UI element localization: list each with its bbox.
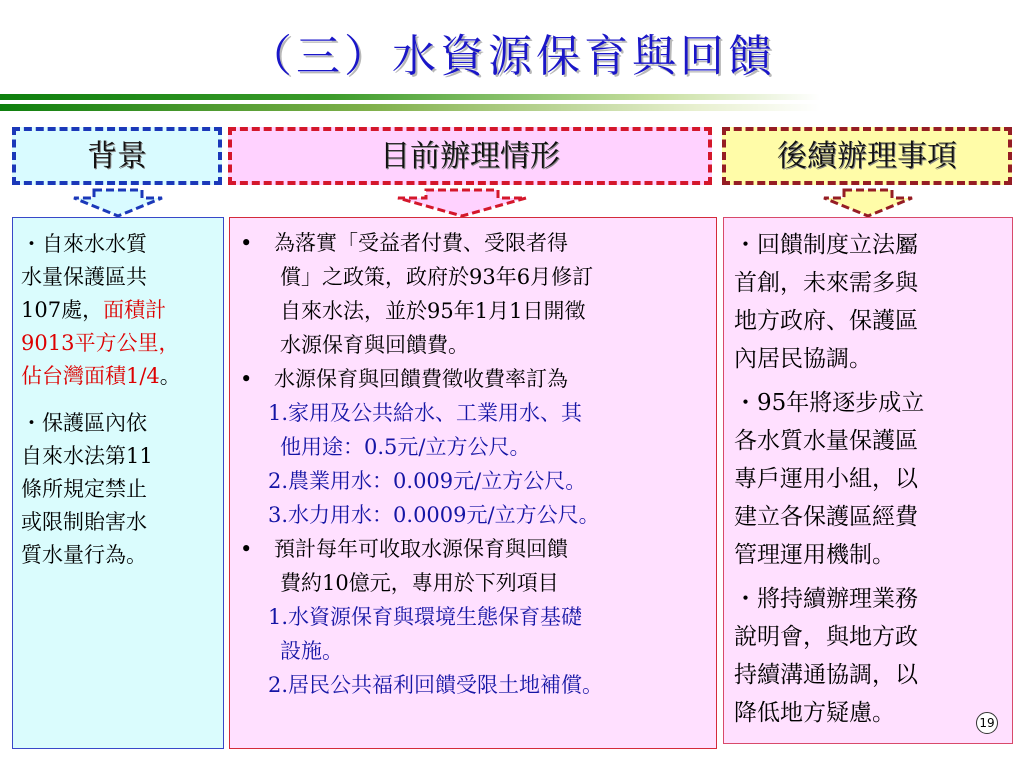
usage-item: 2.居民公共福利回饋受限土地補償。 (268, 673, 604, 697)
list-item (240, 532, 706, 566)
text-line: 建立各保護區經費 (734, 504, 918, 530)
bullet: • (240, 231, 253, 255)
rate-item-continued: 他用途：0.5元/立方公尺。 (280, 435, 531, 459)
text-line: ・保護區內依 (21, 411, 147, 435)
text-line: 償」之政策，政府於93年6月修訂 (280, 265, 594, 289)
text-span: 為落實「受益者付費、受限者得 (274, 231, 568, 255)
text-line: 持續溝通協調，以 (734, 662, 918, 688)
follow-up-panel (723, 217, 1013, 744)
text-line: ・95年將逐步成立 (734, 390, 925, 416)
text-line: 內居民協調。 (734, 346, 872, 372)
text-line: 費約10億元，專用於下列項目 (280, 571, 559, 595)
background-panel (12, 217, 224, 749)
text-line: 管理運用機制。 (734, 542, 895, 568)
title-underline-bar-1 (0, 94, 820, 100)
follow-up-item-1 (734, 226, 1002, 378)
rate-item: 3.水力用水：0.0009元/立方公尺。 (268, 503, 600, 527)
text-line: 條所規定禁止 (21, 477, 147, 501)
rate-item: 1.家用及公共給水、工業用水、其 (268, 401, 583, 425)
down-arrow-icon (822, 188, 914, 218)
rate-item: 2.農業用水：0.009元/立方公尺。 (268, 469, 587, 493)
list-item (240, 226, 706, 260)
title-underline-bar-2 (0, 104, 820, 111)
current-status-panel (229, 217, 717, 749)
text-span: 水源保育與回饋費徵收費率訂為 (274, 367, 568, 391)
text-line: 地方政府、保護區 (734, 308, 918, 334)
text-line: 專戶運用小組，以 (734, 466, 918, 492)
text-line (21, 294, 215, 327)
header-background: 背景 (12, 127, 222, 185)
text-line: 質水量行為。 (21, 543, 147, 567)
text-line: ・自來水水質 (21, 232, 147, 256)
text-line: 水量保護區共 (21, 265, 147, 289)
highlight-text: 佔台灣面積1/4 (21, 364, 160, 388)
text-line: 自來水法第11 (21, 444, 153, 468)
text-line: 首創，未來需多與 (734, 270, 918, 296)
page-number: 19 (976, 712, 998, 734)
follow-up-item-3 (734, 580, 1002, 732)
text-line: 各水質水量保護區 (734, 428, 918, 454)
text-line: 降低地方疑慮。 (734, 700, 895, 726)
down-arrow-icon (72, 188, 164, 218)
header-follow-up: 後續辦理事項 (722, 127, 1012, 185)
text-span: 。 (159, 364, 181, 388)
header-current-status: 目前辦理情形 (228, 127, 712, 185)
background-point-1 (21, 228, 215, 393)
text-line: 或限制貽害水 (21, 510, 147, 534)
text-span: 107處， (21, 298, 104, 322)
text-line: 說明會，與地方政 (734, 624, 918, 650)
bullet: • (240, 367, 253, 391)
follow-up-item-2 (734, 384, 1002, 574)
bullet: • (240, 537, 253, 561)
text-line: 自來水法，並於95年1月1日開徵 (280, 299, 586, 323)
highlight-text: 面積計 (103, 298, 167, 322)
text-line: 水源保育與回饋費。 (280, 333, 469, 357)
text-line: ・回饋制度立法屬 (734, 232, 918, 258)
highlight-text: 9013平方公里， (21, 331, 180, 355)
list-item (240, 362, 706, 396)
slide-title: （三）水資源保育與回饋 (248, 31, 776, 82)
background-point-2 (21, 407, 215, 572)
usage-item: 1.水資源保育與環境生態保育基礎 (268, 605, 583, 629)
text-span: 預計每年可收取水源保育與回饋 (274, 537, 568, 561)
down-arrow-icon (396, 188, 528, 218)
text-line (21, 360, 215, 393)
usage-item-continued: 設施。 (280, 639, 343, 663)
text-line: ・將持續辦理業務 (734, 586, 918, 612)
